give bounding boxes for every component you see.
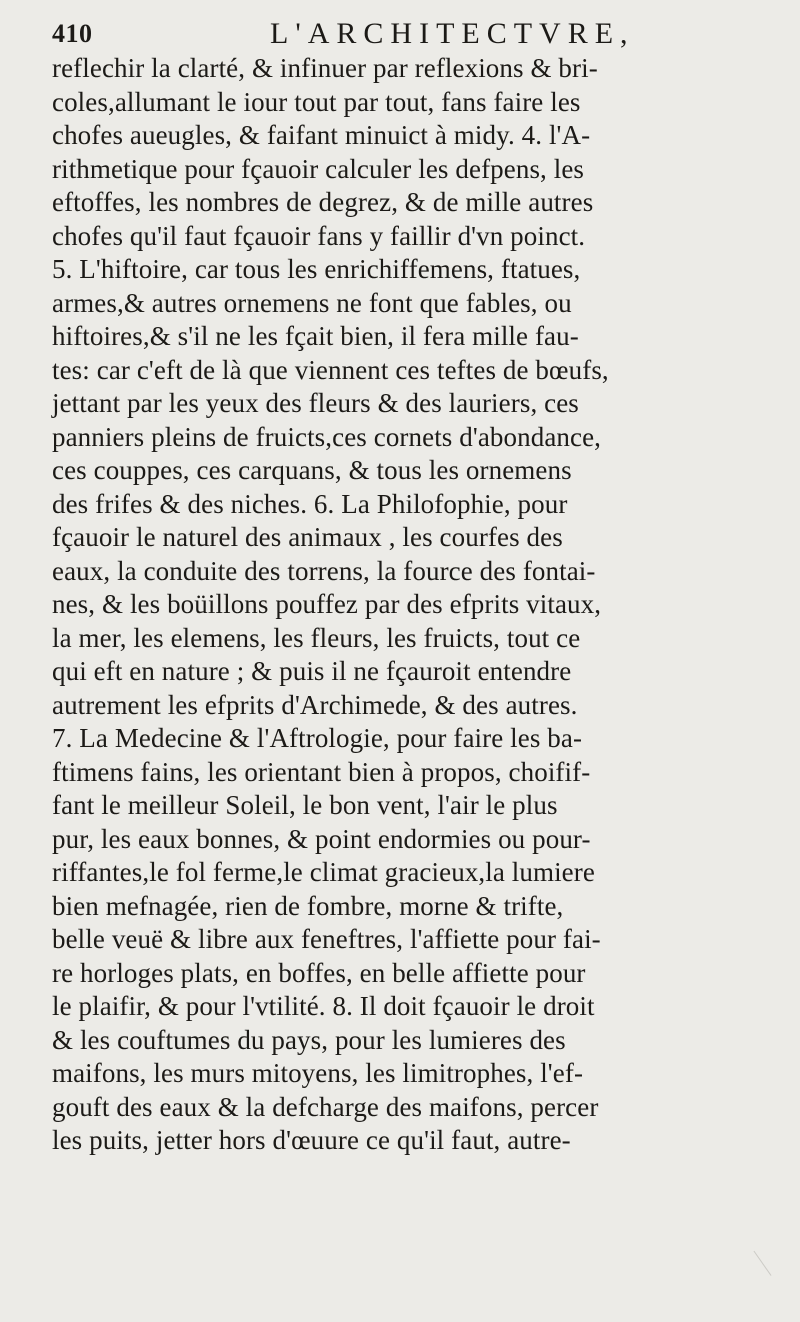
text-line: chofes qu'il faut fçauoir fans y faillir d'vn poinct.	[52, 220, 586, 251]
text-line: tes: car c'eft de là que viennent ces teftes de bœufs,	[52, 354, 609, 385]
text-line: hiftoires,& s'il ne les fçait bien, il fera mille fau-	[52, 321, 579, 351]
text-line: le plaifir, & pour l'vtilité. 8. Il doit fçauoir le droit	[52, 991, 595, 1021]
text-line: des frifes & des niches. 6. La Philofophie, pour	[52, 488, 568, 519]
text-line: eftoffes, les nombres de degrez, & de mille autres	[52, 187, 594, 217]
text-line: fant le meilleur Soleil, le bon vent, l'air le plus	[52, 790, 558, 820]
running-head	[52, 14, 732, 54]
text-line: autrement les efprits d'Archimede, & des autres.	[52, 689, 578, 720]
text-line: panniers pleins de fruicts,ces cornets d'abondance,	[52, 421, 602, 452]
text-line: armes,& autres ornemens ne font que fables, ou	[52, 287, 572, 318]
text-line: 7. La Medecine & l'Aftrologie, pour faire les ba-	[52, 723, 583, 753]
text-line: fçauoir le naturel des animaux , les courfes des	[52, 522, 563, 552]
text-line: les puits, jetter hors d'œuure ce qu'il faut, autre-	[52, 1125, 571, 1155]
text-line: belle veuë & libre aux feneftres, l'affiette pour fai-	[52, 924, 601, 954]
text-line: jettant par les yeux des fleurs & des lauriers, ces	[52, 388, 579, 418]
text-line: 5. L'hiftoire, car tous les enrichiffemens, ftatues,	[52, 254, 581, 284]
text-line: eaux, la conduite des torrens, la fource des fontai-	[52, 555, 596, 586]
body-text	[52, 52, 772, 1302]
text-line: bien mefnagée, rien de fombre, morne & trifte,	[52, 890, 564, 921]
text-line: reflechir la clarté, & infinuer par reflexions & bri-	[52, 53, 598, 83]
text-line: & les couftumes du pays, pour les lumieres des	[52, 1024, 566, 1055]
text-line: ftimens fains, les orientant bien à propos, choifif-	[52, 756, 591, 787]
text-line: ces couppes, ces carquans, & tous les ornemens	[52, 455, 572, 485]
text-line: re horloges plats, en boffes, en belle affiette pour	[52, 957, 586, 988]
text-line: pur, les eaux bonnes, & point endormies ou pour-	[52, 823, 591, 854]
page-number: 410	[52, 19, 93, 48]
text-line: qui eft en nature ; & puis il ne fçauroit entendre	[52, 656, 572, 686]
running-title: L'ARCHITECTVRE,	[270, 17, 635, 50]
text-line: chofes aueugles, & faifant minuict à midy. 4. l'A-	[52, 120, 591, 150]
text-line: rithmetique pour fçauoir calculer les defpens, les	[52, 153, 585, 184]
text-line: la mer, les elemens, les fleurs, les fruicts, tout ce	[52, 622, 581, 653]
text-line: riffantes,le fol ferme,le climat gracieux,la lumiere	[52, 857, 595, 887]
text-line: gouft des eaux & la defcharge des maifons, percer	[52, 1091, 599, 1122]
text-line: nes, & les boüillons pouffez par des efprits vitaux,	[52, 589, 602, 619]
text-line: maifons, les murs mitoyens, les limitrophes, l'ef-	[52, 1058, 584, 1088]
text-line: coles,allumant le iour tout par tout, fans faire les	[52, 86, 581, 117]
